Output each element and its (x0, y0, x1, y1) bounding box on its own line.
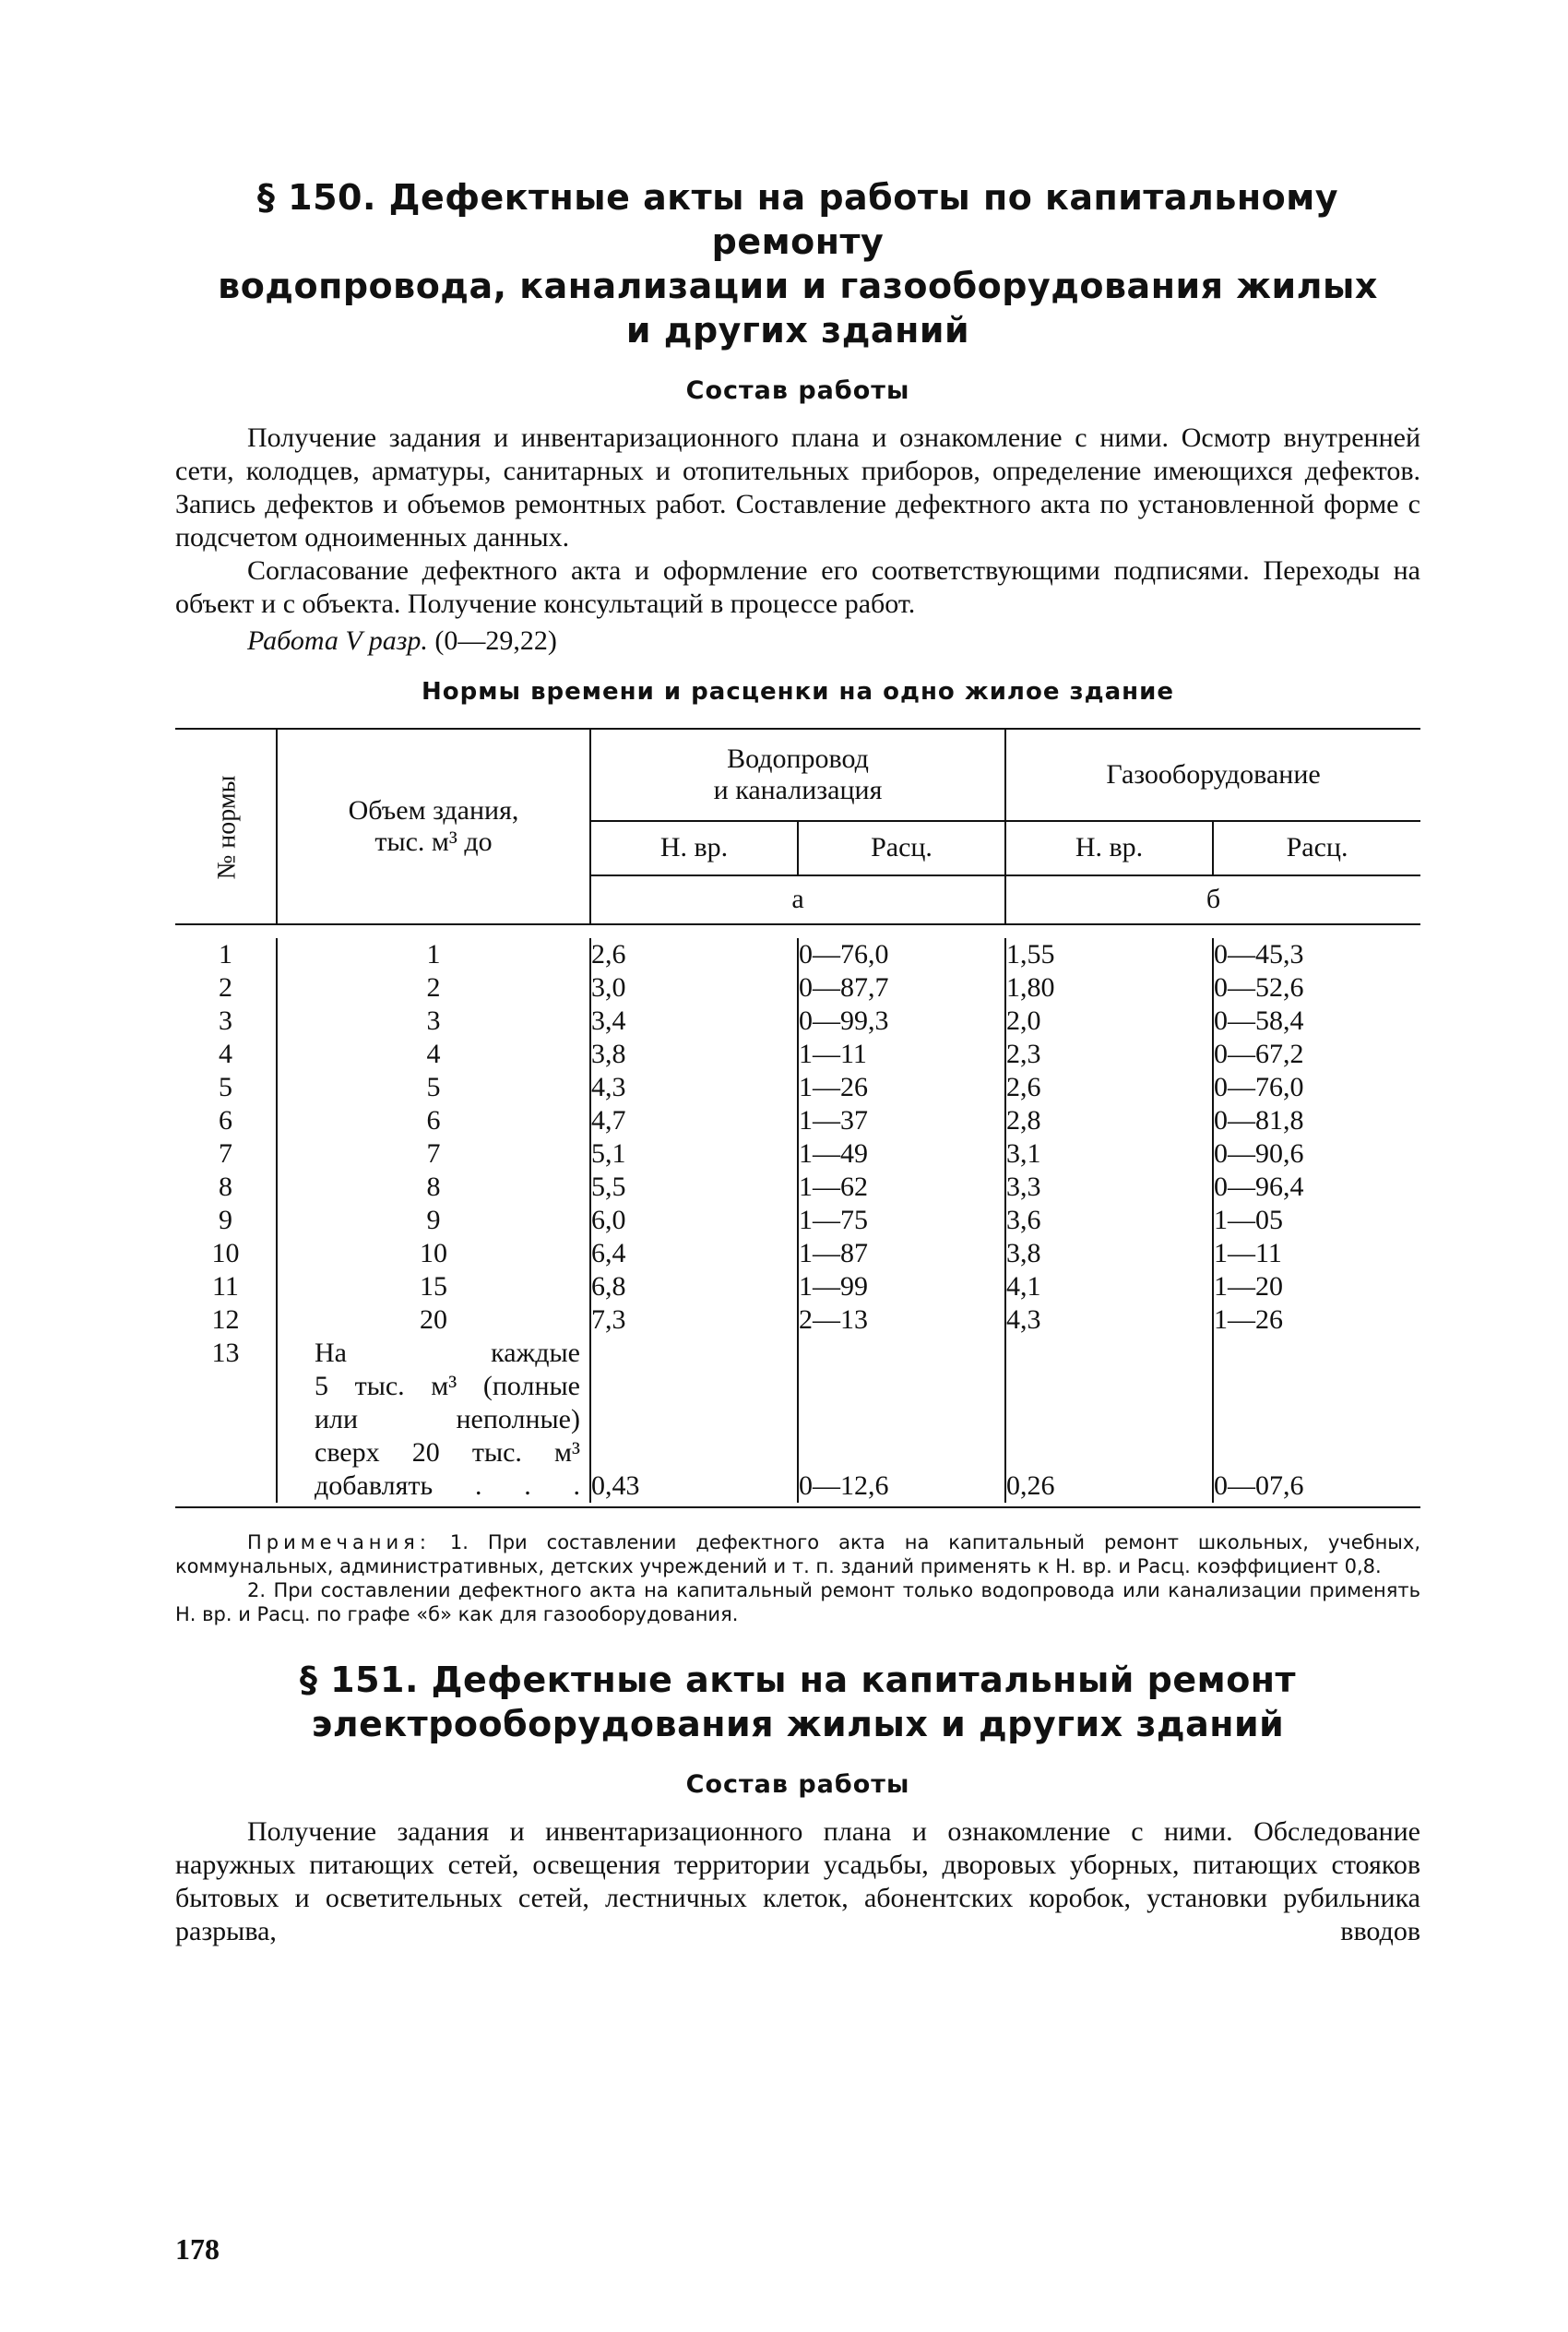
table-title: Нормы времени и расценки на одно жилое здание (422, 678, 1174, 706)
cell-norm: 5 (175, 1071, 277, 1104)
col-header-norm (175, 729, 277, 924)
table-row (175, 1005, 1420, 1038)
work-grade (175, 625, 1420, 658)
cell-volume-multiline (277, 1337, 590, 1503)
cell-a-nvr: 3,8 (590, 1038, 798, 1071)
work-grade-code: (0—29,22) (434, 625, 557, 656)
cell-a-nvr: 6,0 (590, 1204, 798, 1237)
norms-table (175, 728, 1420, 1508)
column-letter-a: а (590, 875, 1005, 924)
composition-paragraph: Получение задания и инвентаризационного плана и ознакомление с ними. Осмотр внутренней сети, колодцев, арматуры, санитарных и отопительных приборов, определение имеющихся дефектов. Запись дефектов и объемов ремонтных работ. Составление дефектного акта по установленной форме с подсчетом одноименных данных. (175, 422, 1420, 553)
cell-a-rasc: 2—13 (798, 1303, 1005, 1337)
note-1-text: 1. При составлении дефектного акта на капитальный ремонт школьных, учебных, коммунальных, административных, детских учреждений и т. п. зданий применять к Н. вр. и Расц. коэффициент 0,8. (175, 1531, 1420, 1577)
composition-paragraph: Получение задания и инвентаризационного плана и ознакомление с ними. Обследование наружных питающих сетей, освещения территории усадьбы, дворовых уборных, питающих стояков бытовых и осветительных сетей, лестничных клеток, абонентских коробок, установки рубильника разрыва, вводов (175, 1816, 1420, 1946)
cell-b-nvr: 1,55 (1005, 938, 1213, 971)
composition-paragraph: Согласование дефектного акта и оформление его соответствующими подписями. Переходы на объект и с объекта. Получение консультаций в процессе работ. (175, 555, 1420, 619)
page-content (175, 175, 1420, 1948)
cell-a-nvr: 3,4 (590, 1005, 798, 1038)
cell-b-rasc: 0—45,3 (1214, 939, 1304, 970)
cell-volume: 10 (277, 1237, 590, 1270)
cell-b-rasc: 0—58,4 (1214, 1005, 1304, 1036)
cell-norm: 8 (175, 1171, 277, 1204)
table-row (175, 1337, 1420, 1503)
cell-a-nvr: 4,3 (590, 1071, 798, 1104)
cell-a-rasc: 0—87,7 (798, 971, 1005, 1005)
cell-a-rasc: 1—75 (798, 1204, 1005, 1237)
cell-b-rasc: 0—81,8 (1214, 1105, 1304, 1136)
note-2: 2. При составлении дефектного акта на капитальный ремонт только водопровода или канализации применять Н. вр. и Расц. по графе «б» как для газооборудования. (175, 1579, 1420, 1625)
composition-heading: Состав работы (685, 376, 910, 405)
sub-header-rasc: Расц. (1213, 821, 1420, 875)
cell-b-nvr: 3,8 (1005, 1237, 1213, 1270)
note-1 (175, 1530, 1420, 1578)
cell-a-rasc: 0—99,3 (798, 1005, 1005, 1038)
cell-norm: 3 (175, 1005, 277, 1038)
table-row (175, 1270, 1420, 1303)
sub-header-rasc: Расц. (798, 821, 1005, 875)
cell-volume: 1 (277, 938, 590, 971)
cell-volume-line: сверх 20 тыс. м³ (315, 1437, 580, 1468)
cell-volume-line: На каждые (315, 1338, 580, 1368)
column-letter-b: б (1005, 875, 1420, 924)
cell-volume: 6 (277, 1104, 590, 1137)
col-header-volume-line: Объем здания, (348, 795, 519, 826)
cell-a-rasc: 1—37 (798, 1104, 1005, 1137)
cell-b-nvr: 4,1 (1005, 1270, 1213, 1303)
cell-volume-line: или неполные) (315, 1404, 580, 1434)
col-header-volume (277, 729, 590, 924)
cell-a-rasc: 1—62 (798, 1171, 1005, 1204)
cell-a-nvr: 0,43 (590, 1337, 798, 1503)
cell-b-nvr: 0,26 (1005, 1337, 1213, 1503)
cell-b-rasc: 1—11 (1214, 1238, 1282, 1268)
cell-norm: 6 (175, 1104, 277, 1137)
notes (175, 1530, 1420, 1626)
cell-norm: 1 (175, 938, 277, 971)
cell-b-rasc: 0—07,6 (1214, 1470, 1304, 1501)
cell-a-nvr: 4,7 (590, 1104, 798, 1137)
sub-header-nvr: Н. вр. (1005, 821, 1213, 875)
table-row (175, 1204, 1420, 1237)
section-150-title-line: и других зданий (625, 310, 970, 351)
cell-volume-line: 5 тыс. м³ (полные (315, 1371, 580, 1401)
cell-a-nvr: 6,4 (590, 1237, 798, 1270)
cell-a-rasc: 1—49 (798, 1137, 1005, 1171)
cell-b-nvr: 3,6 (1005, 1204, 1213, 1237)
table-row (175, 1171, 1420, 1204)
cell-norm: 7 (175, 1137, 277, 1171)
section-150-title-line: § 150. Дефектные акты на работы по капитальному ремонту (256, 177, 1339, 262)
group-header-gas-text: Газооборудование (1106, 758, 1321, 790)
cell-norm: 4 (175, 1038, 277, 1071)
section-151-title-line: электрооборудования жилых и других зданий (311, 1704, 1285, 1744)
cell-b-nvr: 2,3 (1005, 1038, 1213, 1071)
cell-volume: 9 (277, 1204, 590, 1237)
work-grade-label: Работа V разр. (247, 625, 428, 656)
col-header-volume-line: тыс. м³ до (374, 827, 493, 857)
cell-b-rasc: 1—26 (1214, 1304, 1284, 1335)
cell-volume-line: добавлять . . . (315, 1470, 580, 1501)
group-header-water (590, 729, 1005, 821)
cell-norm: 2 (175, 971, 277, 1005)
col-header-norm-text: № нормы (212, 775, 242, 879)
table-row (175, 1303, 1420, 1337)
cell-volume: 2 (277, 971, 590, 1005)
table-row (175, 971, 1420, 1005)
cell-a-nvr: 7,3 (590, 1303, 798, 1337)
sub-header-nvr: Н. вр. (590, 821, 798, 875)
cell-a-nvr: 5,1 (590, 1137, 798, 1171)
cell-a-nvr: 2,6 (590, 938, 798, 971)
cell-a-rasc: 1—99 (798, 1270, 1005, 1303)
table-row (175, 1237, 1420, 1270)
cell-norm: 9 (175, 1204, 277, 1237)
cell-a-nvr: 6,8 (590, 1270, 798, 1303)
cell-b-nvr: 3,3 (1005, 1171, 1213, 1204)
cell-b-nvr: 2,6 (1005, 1071, 1213, 1104)
cell-norm: 10 (175, 1237, 277, 1270)
group-header-water-line: Водопровод (727, 743, 869, 774)
page-number: 178 (175, 2232, 220, 2266)
cell-volume: 20 (277, 1303, 590, 1337)
cell-volume: 15 (277, 1270, 590, 1303)
notes-label: Примечания: (247, 1531, 431, 1553)
cell-b-nvr: 2,0 (1005, 1005, 1213, 1038)
cell-a-nvr: 5,5 (590, 1171, 798, 1204)
table-row (175, 1071, 1420, 1104)
section-150-title (175, 175, 1420, 352)
cell-b-rasc: 0—67,2 (1214, 1039, 1304, 1069)
group-header-water-line: и канализация (713, 774, 883, 805)
cell-a-nvr: 3,0 (590, 971, 798, 1005)
cell-norm: 12 (175, 1303, 277, 1337)
cell-b-rasc: 1—05 (1214, 1205, 1284, 1235)
table-row (175, 1104, 1420, 1137)
cell-b-nvr: 2,8 (1005, 1104, 1213, 1137)
cell-b-rasc: 0—76,0 (1214, 1072, 1304, 1102)
cell-b-nvr: 4,3 (1005, 1303, 1213, 1337)
cell-b-nvr: 1,80 (1005, 971, 1213, 1005)
cell-b-rasc: 0—90,6 (1214, 1138, 1304, 1169)
cell-norm: 11 (175, 1270, 277, 1303)
cell-volume: 8 (277, 1171, 590, 1204)
section-150-title-line: водопровода, канализации и газооборудования жилых (218, 266, 1378, 306)
cell-a-rasc: 1—11 (798, 1038, 1005, 1071)
cell-b-rasc: 0—96,4 (1214, 1172, 1304, 1202)
cell-a-rasc: 1—26 (798, 1071, 1005, 1104)
cell-b-rasc: 1—20 (1214, 1271, 1284, 1302)
section-151-title-line: § 151. Дефектные акты на капитальный ремонт (299, 1660, 1297, 1700)
table-row (175, 1137, 1420, 1171)
table-row (175, 938, 1420, 971)
composition-heading: Состав работы (685, 1770, 910, 1799)
cell-a-rasc: 1—87 (798, 1237, 1005, 1270)
cell-a-rasc: 0—12,6 (798, 1337, 1005, 1503)
cell-volume: 4 (277, 1038, 590, 1071)
cell-volume: 3 (277, 1005, 590, 1038)
table-row (175, 1038, 1420, 1071)
cell-norm: 13 (175, 1337, 277, 1503)
cell-b-rasc: 0—52,6 (1214, 972, 1304, 1003)
cell-b-nvr: 3,1 (1005, 1137, 1213, 1171)
cell-volume: 7 (277, 1137, 590, 1171)
cell-volume: 5 (277, 1071, 590, 1104)
section-151-title (175, 1658, 1420, 1746)
cell-a-rasc: 0—76,0 (798, 938, 1005, 971)
group-header-gas (1005, 729, 1420, 821)
